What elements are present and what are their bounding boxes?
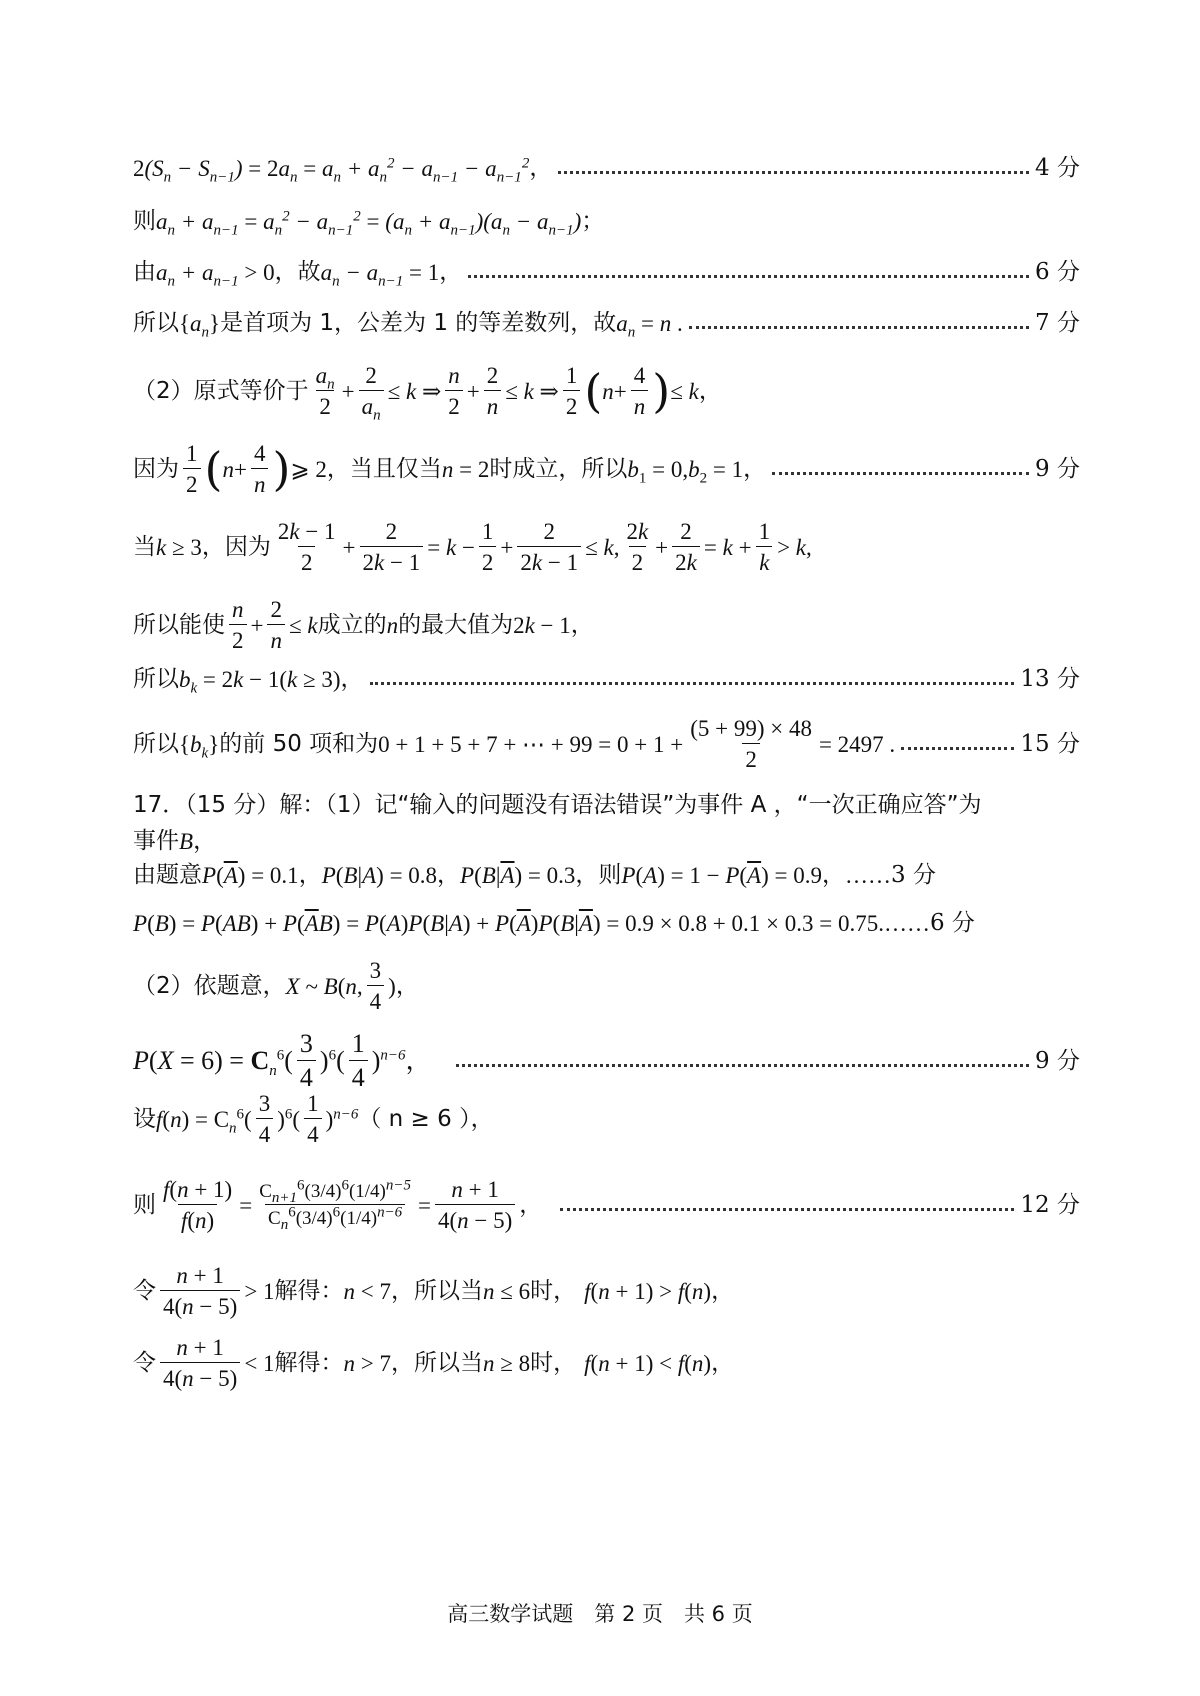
solution-line-7: 当 k ≥ 3 ，因为 $\frac{2k - 1}{2}$ + $\frac{2}{2k - 1}$ = k − $\frac{1}{2}$ + $\frac{2}{2k - 1}$ ≤ k, $\frac{2k}{2}$ + $\frac{2}{2k}$ = k + $\frac{1}{k}$ > k, [133,519,812,575]
solution-line-15: （2）依题意， X ~ B(n, $\frac{3}{4}$ ) ， [133,958,419,1014]
score-label: 15 分 [1020,730,1080,757]
solution-line-4: 所以 $\{a_n\}$ 是首项为 1，公差为 1 的等差数列，故 $a_n = n$ . 7 分 [133,310,1080,341]
score-label: 6 分 [929,910,975,936]
score-label: 9 分 [1035,1047,1080,1074]
leader-dots [370,682,1015,685]
solution-line-2: 则 $a_n + a_{n-1} = a_n^2 - a_{n-1}^2 = (a_n + a_{n-1})(a_n - a_{n-1})$ ； [133,208,605,239]
solution-line-12: 事件 B ， [133,828,217,854]
score-label: 7 分 [1035,310,1080,336]
score-label: 13 分 [1020,666,1080,692]
leader-dots [468,275,1029,278]
leader-dots [558,171,1029,174]
score-label: 4 分 [1035,155,1080,181]
leader-dots [901,747,1014,750]
page-footer: 高三数学试题 第 2 页 共 6 页 [447,1602,753,1626]
solution-line-16: $P(X = 6) = C_n^6$( $\frac{3}{4}$ )$^6$( $\frac{1}{4}$ )$^{n-6}$ ， 9 分 [133,1029,1080,1092]
solution-line-8: 所以能使 $\frac{n}{2}$ + $\frac{2}{n}$ ≤ k 成立的 n 的最大值为 2k − 1 ， [133,597,594,653]
solution-line-17: 设 $f(n) = C_n^6$( $\frac{3}{4}$ )$^6$( $\frac{1}{4}$ )$^{n-6}$ （ n ≥ 6 ）， [133,1091,494,1147]
leader-dots [456,1064,1030,1067]
solution-line-18: 则 $\frac{f(n + 1)}{f(n)}$ = $\frac{C_{n+1}^6(3/4)^6(1/4)^{n-5}}{C_n^6(3/4)^6(1/4)^{n-6}}$ = $\frac{n + 1}{4(n - 5)}$ ， 12 分 [133,1177,1080,1233]
score-label: 9 分 [1035,455,1080,482]
score-label: 3 分 [891,862,936,888]
solution-line-3: 由 $a_n + a_{n-1} > 0$ ，故 $a_n - a_{n-1} = 1$ ， 6 分 [133,259,1080,290]
solution-line-9: 所以 $b_k = 2k - 1(k \ge 3)$ ， 13 分 [133,666,1080,697]
solution-line-20: 令 $\frac{n + 1}{4(n - 5)}$ < 1 解得： n > 7 ，所以当 n ≥ 8 时， f(n + 1) < f(n) ， [133,1335,735,1391]
score-label: 12 分 [1020,1191,1080,1218]
leader-dots [689,326,1029,329]
score-label: 6 分 [1035,259,1080,285]
leader-dots [560,1208,1014,1211]
solution-line-19: 令 $\frac{n + 1}{4(n - 5)}$ > 1 解得： n < 7 ，所以当 n ≤ 6 时， f(n + 1) > f(n) ， [133,1263,735,1319]
leader-dots [772,472,1029,475]
problem-17-header: 17．（15 分）解：（1）记“输入的问题没有语法错误”为事件 A ，“一次正确应答”为 [133,792,982,818]
solution-line-1: $2(S_n - S_{n-1}) = 2a_n = a_n + a_n^2 - a_{n-1} - a_{n-1}^2$ ， 4 分 [133,155,1080,186]
solution-line-13: 由题意 $P(\overline{A}) = 0.1$ ， P(B|A) = 0.8 ， $P(B|\overline{A}) = 0.3$ ，则 $P(A) = 1 - P(\overline{A}) = 0.9$ ， …… 3 分 [133,862,936,888]
solution-line-14: $P(B) = P(AB) + P(\overline{A}B) = P(A)P(B|A) + P(\overline{A})P(B|\overline{A}) = 0.9 \times 0.8 + 0.1 \times 0.3 = 0.75$. …… 6 分 [133,910,975,936]
solution-line-10: 所以 $\{b_k\}$ 的前 50 项和为 0 + 1 + 5 + 7 + ⋯ + 99 = 0 + 1 + $\frac{(5 + 99) \times 48}{2}$ = 2497 . 15 分 [133,716,1080,772]
solution-line-6: 因为 $\frac{1}{2}$ ( n+ $\frac{4}{n}$ ) ⩾ 2 ，当且仅当 n = 2 时成立，所以 $b_1 = 0,b_2 = 1$ ， 9 分 [133,441,1080,497]
solution-line-5: （2）原式等价于 $\frac{a_n}{2}$ + $\frac{2}{a_n}$ ≤ k ⇒ $\frac{n}{2}$ + $\frac{2}{n}$ ≤ k ⇒ $\frac{1}{2}$ ( n+ $\frac{4}{n}$ ) ≤ k ， [133,363,722,424]
